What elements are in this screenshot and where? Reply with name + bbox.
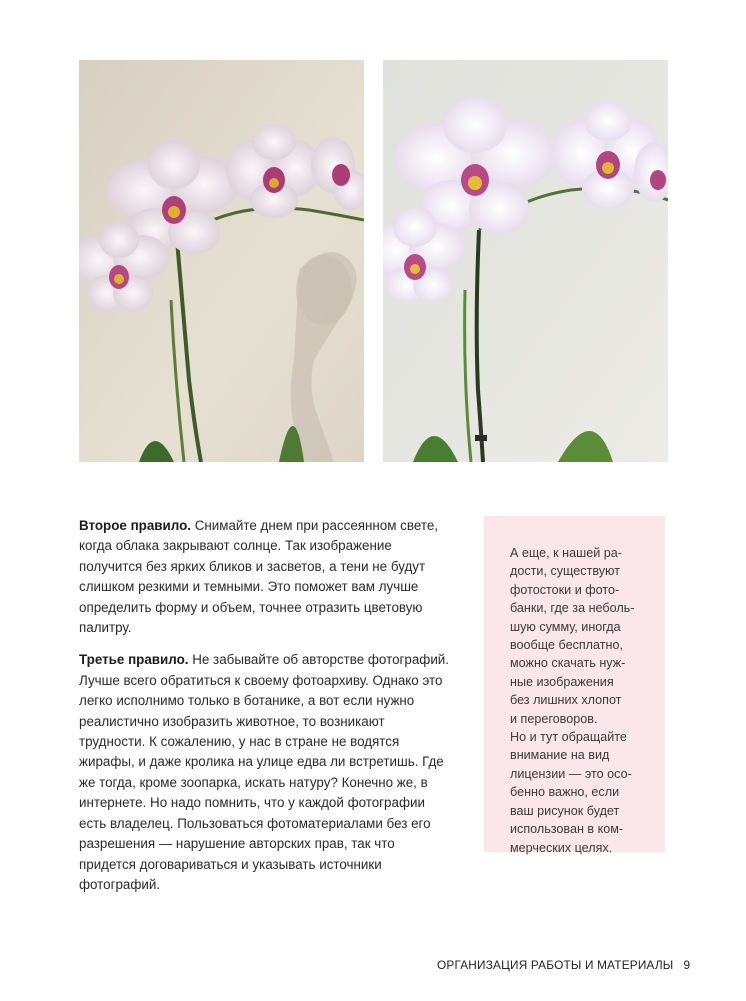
sidebar-line: без лишних хлопот — [510, 693, 622, 708]
paragraph-rule-three — [79, 650, 449, 895]
sidebar-line: вообще бесплатно, — [510, 638, 623, 653]
sidebar-line: ваш рисунок будет — [510, 803, 620, 818]
sidebar-line: лицензии — это осо- — [510, 766, 632, 781]
section-title: ОРГАНИЗАЦИЯ РАБОТЫ И МАТЕРИАЛЫ — [437, 958, 674, 972]
sidebar-line: ные изображения — [510, 674, 614, 689]
sidebar-line: внимание на вид — [510, 748, 610, 763]
paragraph-body: Снимайте днем при рассеянном свете, когда облака закрывают солнце. Так изображение получится без ярких бликов и засветов, а тени не будут слишком резкими и темными. Это поможет вам лучше определить форму и объем, точнее отразить цветовую палитру. — [79, 518, 438, 636]
sidebar-note — [484, 516, 665, 855]
sidebar-line: и переговоров. — [510, 711, 598, 726]
orchid-photo-left — [79, 60, 364, 462]
orchid-photo-right — [383, 60, 668, 462]
sidebar-line: банки, где за неболь- — [510, 601, 635, 616]
sidebar-line: А еще, к нашей ра- — [510, 546, 622, 560]
page-number: 9 — [683, 958, 691, 972]
sidebar-line: Но и тут обращайте — [510, 730, 627, 745]
main-text — [79, 516, 449, 907]
sidebar-line: фотостоки и фото- — [510, 582, 620, 597]
sidebar-line: мерческих целях. — [510, 840, 613, 855]
paragraph-lead: Третье правило. — [79, 652, 189, 668]
sidebar-line: дости, существуют — [510, 564, 620, 579]
sidebar-line: шую сумму, иногда — [510, 619, 621, 634]
paragraph-lead: Второе правило. — [79, 518, 191, 533]
paragraph-rule-two — [79, 516, 449, 638]
sidebar-line: использован в ком- — [510, 822, 624, 837]
sidebar-line: можно скачать нуж- — [510, 656, 626, 671]
sidebar-line: бенно важно, если — [510, 785, 620, 800]
paragraph-body: Не забывайте об авторстве фотографий. Лучше всего обратиться к своему фотоархиву. Однако это легко исполнимо только в ботанике, а вот если нужно реалистично изобразить животное, то возникают трудности. К сожалению, у нас в стране не водятся жирафы, и даже кролика на улице едва ли встретишь. Где же тогда, кроме зоопарка, искать натуру? Конечно же, в интернете. Но надо помнить, что у каждой фотографии есть владелец. Пользоваться фотоматериалами без его разрешения — нарушение авторских прав, так что придется договариваться и указывать источники фотографий. — [79, 652, 449, 892]
page-footer — [437, 958, 690, 972]
